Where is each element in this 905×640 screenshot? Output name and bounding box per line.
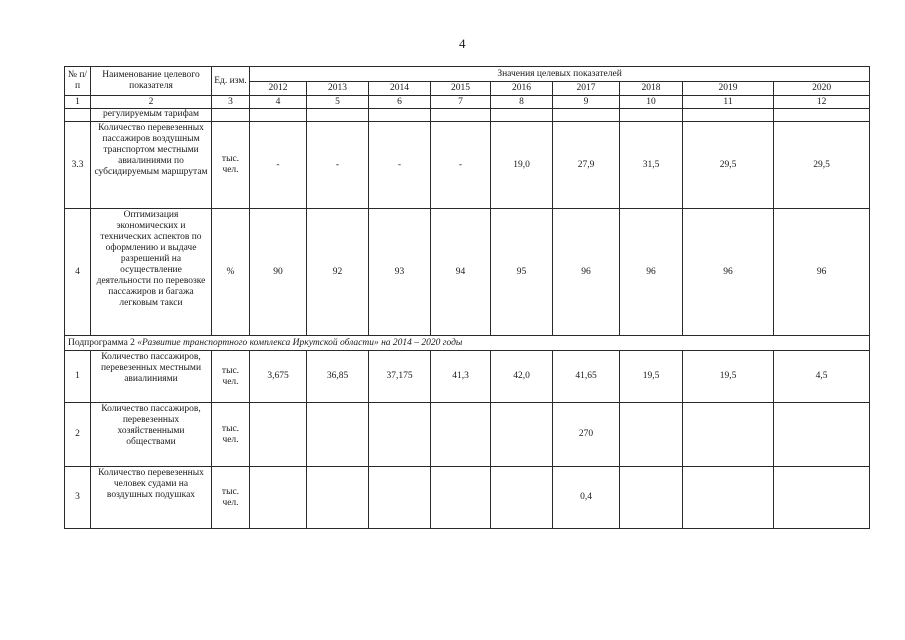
value-cell: 3,675 xyxy=(250,351,307,403)
value-cell: 270 xyxy=(553,403,620,467)
unit-cell: % xyxy=(212,209,250,336)
indicator-name: Количество пассажиров, перевезенных хозяйственными обществами xyxy=(91,403,212,467)
value-cell xyxy=(369,467,431,529)
value-cell: 37,175 xyxy=(369,351,431,403)
value-cell xyxy=(307,467,369,529)
value-cell xyxy=(250,403,307,467)
value-cell: 19,5 xyxy=(620,351,683,403)
indicator-name: Количество перевезенных человек судами на воздушных подушках xyxy=(91,467,212,529)
value-cell: - xyxy=(250,122,307,209)
value-cell: 41,3 xyxy=(431,351,491,403)
header-name: Наименование целевого показателя xyxy=(91,67,212,96)
column-number: 12 xyxy=(774,96,870,109)
value-cell xyxy=(431,403,491,467)
header-year: 2019 xyxy=(683,82,774,96)
table-row xyxy=(65,351,870,403)
header-no: № п/п xyxy=(65,67,91,96)
value-cell xyxy=(250,467,307,529)
column-number: 9 xyxy=(553,96,620,109)
value-cell: - xyxy=(369,122,431,209)
value-cell: 92 xyxy=(307,209,369,336)
value-cell: 36,85 xyxy=(307,351,369,403)
table-row xyxy=(65,467,870,529)
value-cell: 4,5 xyxy=(774,351,870,403)
header-year: 2020 xyxy=(774,82,870,96)
value-cell: 19,0 xyxy=(491,122,553,209)
header-year: 2018 xyxy=(620,82,683,96)
header-year: 2012 xyxy=(250,82,307,96)
column-number: 5 xyxy=(307,96,369,109)
subprogram-prefix: Подпрограмма 2 xyxy=(68,337,138,348)
table-body xyxy=(65,109,870,529)
value-cell: 96 xyxy=(683,209,774,336)
value-cell xyxy=(307,403,369,467)
header-year: 2013 xyxy=(307,82,369,96)
header-year: 2014 xyxy=(369,82,431,96)
header-year: 2016 xyxy=(491,82,553,96)
header-year: 2015 xyxy=(431,82,491,96)
value-cell: 90 xyxy=(250,209,307,336)
value-cell xyxy=(491,467,553,529)
header-values: Значения целевых показателей xyxy=(250,67,870,82)
value-cell: 93 xyxy=(369,209,431,336)
value-cell xyxy=(683,467,774,529)
value-cell: 27,9 xyxy=(553,122,620,209)
target-indicators-table xyxy=(64,66,870,529)
indicator-name: Количество перевезенных пассажиров воздушным транспортом местными авиалиниями по субсидируемым маршрутам xyxy=(91,122,212,209)
value-cell: 31,5 xyxy=(620,122,683,209)
column-numbers-row xyxy=(65,96,870,109)
row-number: 1 xyxy=(65,351,91,403)
column-number: 7 xyxy=(431,96,491,109)
unit-cell: тыс. чел. xyxy=(212,403,250,467)
page-number: 4 xyxy=(459,36,466,51)
continuation-row xyxy=(65,109,870,122)
table-row xyxy=(65,403,870,467)
value-cell: 0,4 xyxy=(553,467,620,529)
value-cell xyxy=(620,467,683,529)
column-number: 2 xyxy=(91,96,212,109)
subprogram-row xyxy=(65,336,870,351)
row-number: 3.3 xyxy=(65,122,91,209)
value-cell: 29,5 xyxy=(683,122,774,209)
value-cell: 96 xyxy=(553,209,620,336)
column-number: 1 xyxy=(65,96,91,109)
continuation-name: регулируемым тарифам xyxy=(91,109,212,122)
subprogram-name: «Развитие транспортного комплекса Иркутской области» на 2014 – 2020 годы xyxy=(137,337,463,348)
value-cell xyxy=(683,403,774,467)
unit-cell: тыс. чел. xyxy=(212,122,250,209)
row-number: 3 xyxy=(65,467,91,529)
header-year: 2017 xyxy=(553,82,620,96)
row-number: 4 xyxy=(65,209,91,336)
value-cell xyxy=(620,403,683,467)
indicator-name: Количество пассажиров, перевезенных местными авиалиниями xyxy=(91,351,212,403)
table-row xyxy=(65,122,870,209)
column-number: 11 xyxy=(683,96,774,109)
unit-cell: тыс. чел. xyxy=(212,467,250,529)
header-row-1 xyxy=(65,67,870,82)
value-cell: - xyxy=(431,122,491,209)
header-unit: Ед. изм. xyxy=(212,67,250,96)
column-number: 8 xyxy=(491,96,553,109)
value-cell: 41,65 xyxy=(553,351,620,403)
value-cell xyxy=(774,467,870,529)
column-number: 6 xyxy=(369,96,431,109)
value-cell: 96 xyxy=(620,209,683,336)
unit-cell: тыс. чел. xyxy=(212,351,250,403)
column-number: 4 xyxy=(250,96,307,109)
value-cell: 29,5 xyxy=(774,122,870,209)
value-cell: - xyxy=(307,122,369,209)
column-number: 3 xyxy=(212,96,250,109)
column-number: 10 xyxy=(620,96,683,109)
value-cell xyxy=(369,403,431,467)
value-cell: 94 xyxy=(431,209,491,336)
value-cell: 42,0 xyxy=(491,351,553,403)
value-cell xyxy=(491,403,553,467)
value-cell: 95 xyxy=(491,209,553,336)
value-cell xyxy=(774,403,870,467)
indicator-name: Оптимизация экономических и технических аспектов по оформлению и выдаче разрешений на осуществление деятельности по перевозке пассажиров и багажа легковым такси xyxy=(91,209,212,336)
value-cell xyxy=(431,467,491,529)
row-number: 2 xyxy=(65,403,91,467)
subprogram-title xyxy=(65,336,870,351)
value-cell: 19,5 xyxy=(683,351,774,403)
table-row xyxy=(65,209,870,336)
value-cell: 96 xyxy=(774,209,870,336)
